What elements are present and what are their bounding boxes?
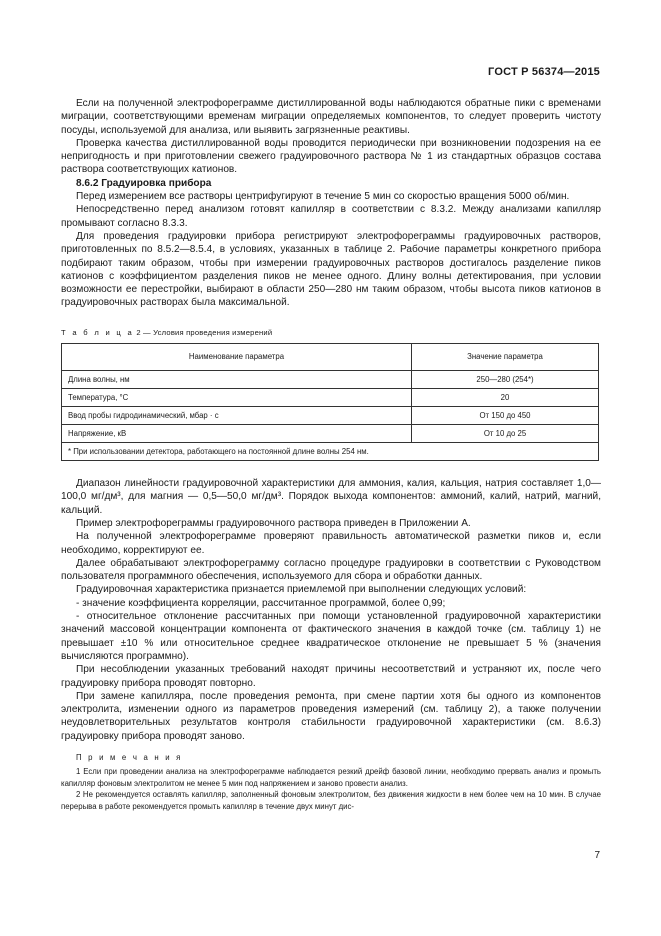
parameter-value: От 150 до 450 xyxy=(412,407,599,425)
notes-heading: П р и м е ч а н и я xyxy=(76,752,183,762)
paragraph: Пример электрофореграммы градуировочного раствора приведен в Приложении А. xyxy=(76,517,471,529)
paragraph: Далее обрабатывают электрофореграмму согласно процедуре градуировки в соответствии с Руководством пользователя программного обеспечения, используемого для сбора и обработки данных. xyxy=(61,557,601,583)
note-item: 2 Не рекомендуется оставлять капилляр, заполненный фоновым электролитом, без движения жидкости в нем более чем на 10 мин. В случае перерыва в работе рекомендуется промыть капилляр в течение двух минут дис- xyxy=(61,790,601,811)
table-footnote: * При использовании детектора, работающего на постоянной длине волны 254 нм. xyxy=(62,443,599,461)
paragraph: На полученной электрофореграмме проверяют правильность автоматической разметки пиков и, если необходимо, корректируют ее. xyxy=(61,531,601,556)
paragraph: Градуировочная характеристика признается приемлемой при выполнении следующих условий: xyxy=(76,584,527,596)
paragraph: При замене капилляра, после проведения ремонта, при смене партии хотя бы одного из компонентов электролита, изменении одного из параметров проведения измерений (см. таблицу 2), а также получении неудовлетворительных результатов контроля стабильности градуировочной характеристики (см. 8.6.3) градуировку прибора проводят заново. xyxy=(61,690,601,742)
paragraph: Если на полученной электрофореграмме дистиллированной воды наблюдаются обратные пики с временами миграции, соответствующими временам миграции определяемых компонентов, то следует проверить чистоту посуды, используемой для анализа, или выявить загрязненные реактивы. xyxy=(61,98,601,136)
list-item: - значение коэффициента корреляции, рассчитанное программой, более 0,99; xyxy=(76,597,446,609)
column-header: Значение параметра xyxy=(412,344,599,371)
paragraph: Перед измерением все растворы центрифугируют в течение 5 мин со скоростью вращения 5000 об/мин. xyxy=(76,191,570,203)
parameter-value: 250—280 (254*) xyxy=(412,371,599,389)
section-heading: 8.6.2 Градуировка прибора xyxy=(76,177,212,189)
table-footnote-row xyxy=(62,443,599,461)
page-number: 7 xyxy=(594,850,600,861)
table-caption-label: Т а б л и ц а xyxy=(61,327,135,337)
parameter-name: Температура, °С xyxy=(62,389,412,407)
paragraph: При несоблюдении указанных требований находят причины несоответствий и устраняют их, после чего градуировку прибора проводят повторно. xyxy=(61,664,601,689)
paragraph: Для проведения градуировки прибора регистрируют электрофореграммы градуировочных растворов, приготовленных по 8.5.2—8.5.4, в условиях, указанных в таблице 2. Рабочие параметры конкретного прибора подбирают таким образом, чтобы при измерении градуировочных растворов достигалось разделение пиков катионов с коэффициентом разделения пиков не менее одного. Длину волны детектирования, при условии возможности ее перестройки, выбирают в области 250—280 нм таким образом, чтобы высота пиков катионов в градуировочных растворах была максимальной. xyxy=(61,230,601,309)
table-header-row xyxy=(62,344,599,371)
parameter-value: От 10 до 25 xyxy=(412,425,599,443)
list-item: - относительное отклонение рассчитанных при помощи установленной градуировочной характеристики значений массовой концентрации компонента от фактического значения в каждой точке (см. таблицу 1) не превышает ±10 % или относительное среднее квадратическое отклонение не превышает 5 % (значения вычисляются программно). xyxy=(61,611,601,662)
paragraph: Диапазон линейности градуировочной характеристики для аммония, калия, кальция, натрия составляет 1,0—100,0 мг/дм³, для магния — 0,5—50,0 мг/дм³. Порядок выхода компонентов: аммоний, калий, натрий, магний, кальций. xyxy=(61,478,601,516)
column-header: Наименование параметра xyxy=(62,344,412,371)
table-row xyxy=(62,389,599,407)
measurement-conditions-table xyxy=(61,343,599,461)
document-id: ГОСТ Р 56374—2015 xyxy=(488,66,600,78)
note-item: 1 Если при проведении анализа на электрофореграмме наблюдается резкий дрейф базовой линии, необходимо прервать анализ и промыть капилляр фоновым электролитом не менее 5 мин под напряжением и заново провести анализ. xyxy=(61,767,601,788)
parameter-name: Длина волны, нм xyxy=(62,371,412,389)
table-caption xyxy=(61,326,601,339)
page-body xyxy=(61,97,601,812)
paragraph: Непосредственно перед анализом готовят капилляр в соответствии с 8.3.2. Между анализами капилляр промывают согласно 8.3.3. xyxy=(61,204,601,229)
table-row xyxy=(62,407,599,425)
table-caption-text: 2 — Условия проведения измерений xyxy=(134,327,273,337)
table-row xyxy=(62,371,599,389)
parameter-value: 20 xyxy=(412,389,599,407)
paragraph: Проверка качества дистиллированной воды проводится периодически при возникновении подозрения на ее непригодность и при приготовлении свежего градуировочного раствора № 1 из стандартных образцов состава раствора соответствующих катионов. xyxy=(61,137,601,176)
parameter-name: Напряжение, кВ xyxy=(62,425,412,443)
parameter-name: Ввод пробы гидродинамический, мбар · с xyxy=(62,407,412,425)
table-row xyxy=(62,425,599,443)
